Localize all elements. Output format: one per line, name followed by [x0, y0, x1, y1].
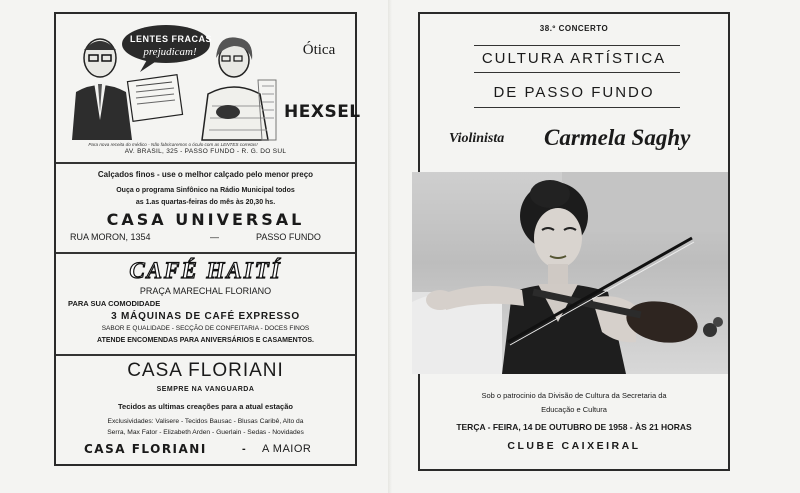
store-footer-dash: - [242, 443, 246, 455]
shoe-city: PASSO FUNDO [256, 232, 321, 242]
concert-number: 38.º CONCERTO [539, 24, 609, 33]
store-tagline: SEMPRE NA VANGUARDA [156, 386, 255, 393]
store-line3: Serra, Max Fator - Elizabeth Arden - Guerlain - Sedas - Novidades [107, 429, 304, 436]
store-ad [56, 356, 355, 464]
store-line2: Exclusividades: Valisere - Tecidos Bausac - Blusas Caribê, Alto da [107, 418, 304, 425]
cafe-line4: ATENDE ENCOMENDAS PARA ANIVERSÁRIOS E CASAMENTOS. [97, 337, 314, 344]
shoe-address: RUA MORON, 1354 [70, 232, 151, 242]
bubble-text-1: LENTES FRACAS [130, 34, 213, 44]
page-fold [388, 0, 392, 493]
shoe-dash: — [210, 232, 219, 242]
title-line2: DE PASSO FUNDO [493, 84, 655, 101]
optics-address: AV. BRASIL, 325 - PASSO FUNDO - R. G. DO SUL [124, 148, 287, 155]
optics-brand-line1: Ótica [302, 42, 336, 58]
optics-caption: Para nova receita do médico - Não fabricaremos o óculo com as LENTES corretas! [88, 142, 258, 147]
store-footer-name: CASA FLORIANI [84, 442, 207, 456]
title-rule [474, 72, 680, 73]
store-footer-slogan: A MAIOR [262, 443, 312, 455]
cafe-name: CAFÉ HAITÍ [129, 258, 282, 283]
store-line1: Tecidos as ultimas creações para a atual estação [118, 402, 293, 411]
event-date: TERÇA - FEIRA, 14 DE OUTUBRO DE 1958 - ÀS 21 HORAS [456, 422, 692, 432]
performer-name: Carmela Saghy [544, 125, 691, 150]
optics-brand-line2: HEXSEL [284, 102, 361, 122]
title-rule [474, 107, 680, 108]
bubble-text-2: prejudicam! [143, 46, 197, 58]
title-line1: CULTURA ARTÍSTICA [481, 50, 667, 67]
shoe-line2: Ouça o programa Sinfônico na Rádio Municipal todos [116, 187, 295, 194]
cafe-location: PRAÇA MARECHAL FLORIANO [139, 286, 272, 296]
performer-role: Violinista [449, 131, 505, 146]
shoe-line1: Calçados finos - use o melhor calçado pelo menor preço [97, 170, 314, 179]
cafe-line3: SABOR E QUALIDADE - SECÇÃO DE CONFEITARIA - DOCES FINOS [101, 325, 310, 332]
violinist-illustration [412, 172, 728, 374]
sponsor-line2: Educação e Cultura [541, 405, 607, 414]
shoe-ad [56, 164, 355, 252]
optics-ad [56, 14, 361, 162]
cafe-line1: PARA SUA COMODIDADE [68, 299, 161, 308]
cafe-line2: 3 MÁQUINAS DE CAFÉ EXPRESSO [111, 311, 300, 322]
violinist-photo [412, 172, 728, 374]
sponsor-line1: Sob o patrocinio da Divisão de Cultura da Secretaria da [481, 391, 667, 400]
title-rule [474, 45, 680, 46]
event-venue: CLUBE CAIXEIRAL [507, 440, 641, 452]
store-name: CASA FLORIANI [127, 360, 284, 381]
shoe-line3: as 1.as quartas-feiras do mês às 20,30 hs. [135, 199, 276, 206]
cafe-ad [56, 254, 355, 354]
shoe-store-name: CASA UNIVERSAL [106, 210, 305, 229]
